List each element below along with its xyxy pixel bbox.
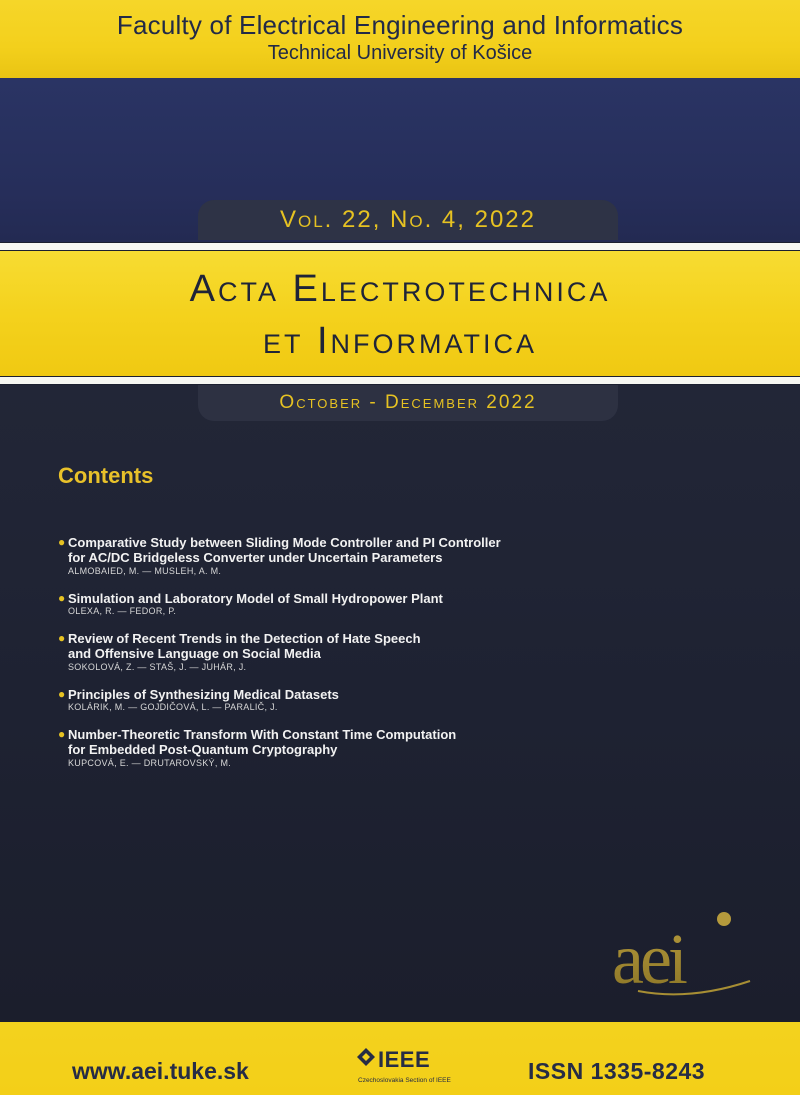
toc-entry-title [68,727,608,757]
ieee-logo [356,1047,468,1093]
toc-entry-authors: KOLÁRIK, M. — GOJDIČOVÁ, L. — PARALIČ, J. [68,702,278,712]
toc-entry-title-line: Principles of Synthesizing Medical Datasets [68,687,339,702]
bullet-icon: ● [58,727,66,741]
toc-entry-authors: ALMOBAIED, M. — MUSLEH, A. M. [68,566,222,576]
divider-line-bottom [0,377,800,384]
toc-entry-title-line: for AC/DC Bridgeless Converter under Uncertain Parameters [68,550,443,565]
ieee-subtitle: Czechoslovakia Section of IEEE [358,1077,451,1084]
toc-entry-title [68,535,608,565]
ieee-diamond-icon [356,1047,376,1067]
bullet-icon: ● [58,631,66,645]
ieee-label: IEEE [378,1047,431,1072]
toc-entry-authors: OLEXA, R. — FEDOR, P. [68,606,177,616]
university-name: Technical University of Košice [267,42,533,64]
toc-entry-title-line: and Offensive Language on Social Media [68,646,321,661]
issn-number: ISSN 1335-8243 [528,1058,706,1084]
divider-line-top [0,243,800,250]
aei-logo [610,905,760,1010]
toc-entry-title-line: for Embedded Post-Quantum Cryptography [68,742,338,757]
bullet-icon: ● [58,591,66,605]
toc-entry-authors: SOKOLOVÁ, Z. — STAŠ, J. — JUHÁR, J. [68,662,247,672]
toc-entry-title-line: Review of Recent Trends in the Detection of Hate Speech [68,631,421,646]
toc-entry-title [68,591,608,606]
toc-entry-title-line: Simulation and Laboratory Model of Small Hydropower Plant [68,591,443,606]
volume-issue: Vol. 22, No. 4, 2022 [279,206,537,233]
aei-logo-icon [610,905,760,1005]
bullet-icon: ● [58,687,66,701]
website-url: www.aei.tuke.sk [72,1058,249,1084]
journal-title-line2: et Informatica [262,320,538,362]
issue-period: October - December 2022 [279,392,537,413]
toc-entry-title-line: Comparative Study between Sliding Mode Controller and PI Controller [68,535,501,550]
faculty-name: Faculty of Electrical Engineering and Informatics [116,10,684,40]
toc-entry-authors: KUPCOVÁ, E. — DRUTAROVSKÝ, M. [68,758,232,768]
svg-text:aei: aei [612,919,684,999]
toc-entry-title [68,687,608,702]
contents-heading: Contents [58,463,154,488]
journal-title-line1: Acta Electrotechnica [189,268,611,310]
bullet-icon: ● [58,535,66,549]
toc-entry-title [68,631,608,661]
toc-entry-title-line: Number-Theoretic Transform With Constant Time Computation [68,727,457,742]
